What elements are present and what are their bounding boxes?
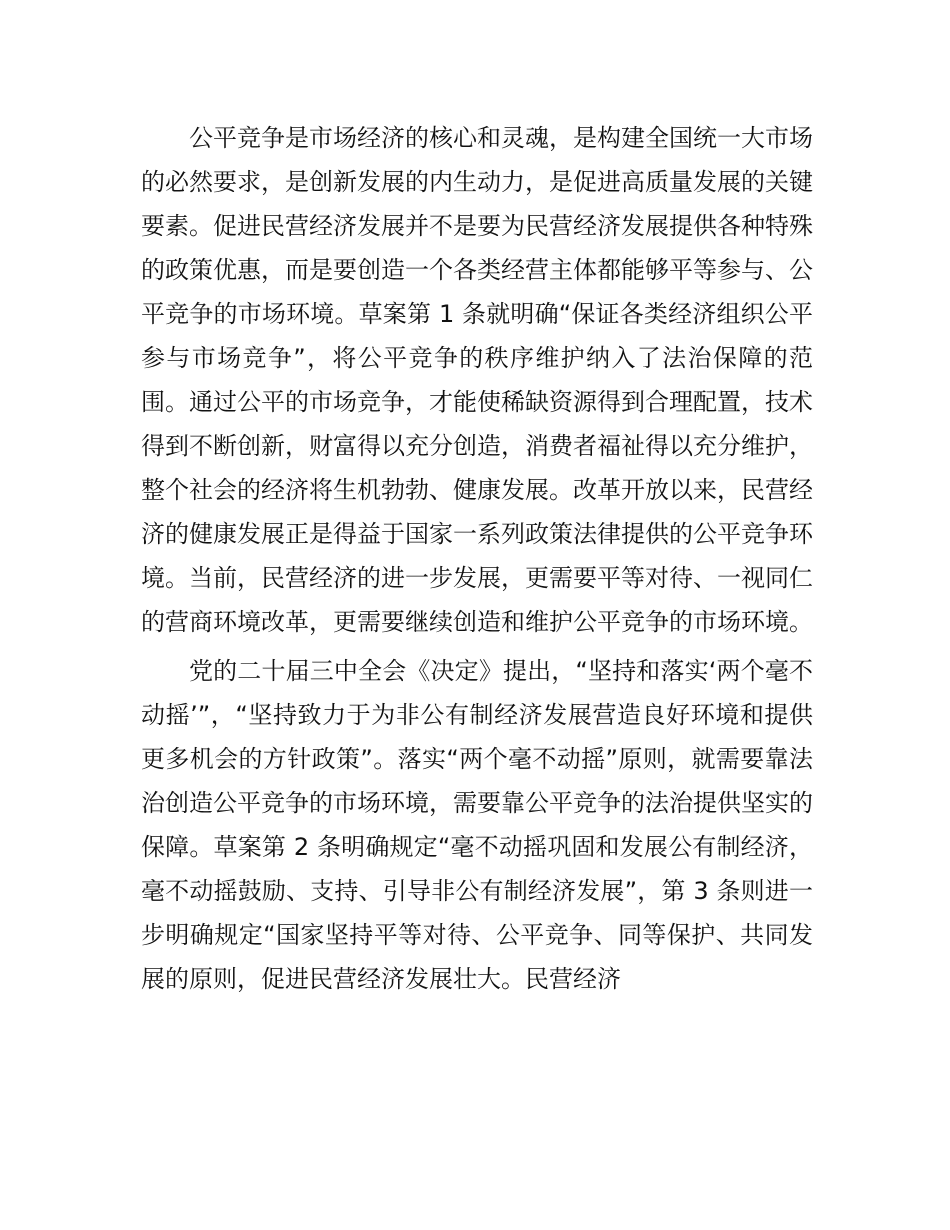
document-body — [141, 116, 813, 1001]
paragraph-fair-competition: 公平竞争是市场经济的核心和灵魂，是构建全国统一大市场的必然要求，是创新发展的内生动力，是促进高质量发展的关键要素。促进民营经济发展并不是要为民营经济发展提供各种特殊的政策优惠，而是要创造一个各类经营主体都能够平等参与、公平竞争的市场环境。草案第 1 条就明确“保证各类经济组织公平参与市场竞争”，将公平竞争的秩序维护纳入了法治保障的范围。通过公平的市场竞争，才能使稀缺资源得到合理配置，技术得到不断创新，财富得以充分创造，消费者福祉得以充分维护，整个社会的经济将生机勃勃、健康发展。改革开放以来，民营经济的健康发展正是得益于国家一系列政策法律提供的公平竞争环境。当前，民营经济的进一步发展，更需要平等对待、一视同仁的营商环境改革，更需要继续创造和维护公平竞争的市场环境。 — [141, 124, 813, 636]
paragraph-third-plenary-decision: 党的二十届三中全会《决定》提出，“坚持和落实‘两个毫不动摇’”，“坚持致力于为非公有制经济发展营造良好环境和提供更多机会的方针政策”。落实“两个毫不动摇”原则，就需要靠法治创造公平竞争的市场环境，需要靠公平竞争的法治提供坚实的保障。草案第 2 条明确规定“毫不动摇巩固和发展公有制经济，毫不动摇鼓励、支持、引导非公有制经济发展”，第 3 条则进一步明确规定“国家坚持平等对待、公平竞争、同等保护、共同发展的原则，促进民营经济发展壮大。民营经济 — [141, 657, 813, 993]
